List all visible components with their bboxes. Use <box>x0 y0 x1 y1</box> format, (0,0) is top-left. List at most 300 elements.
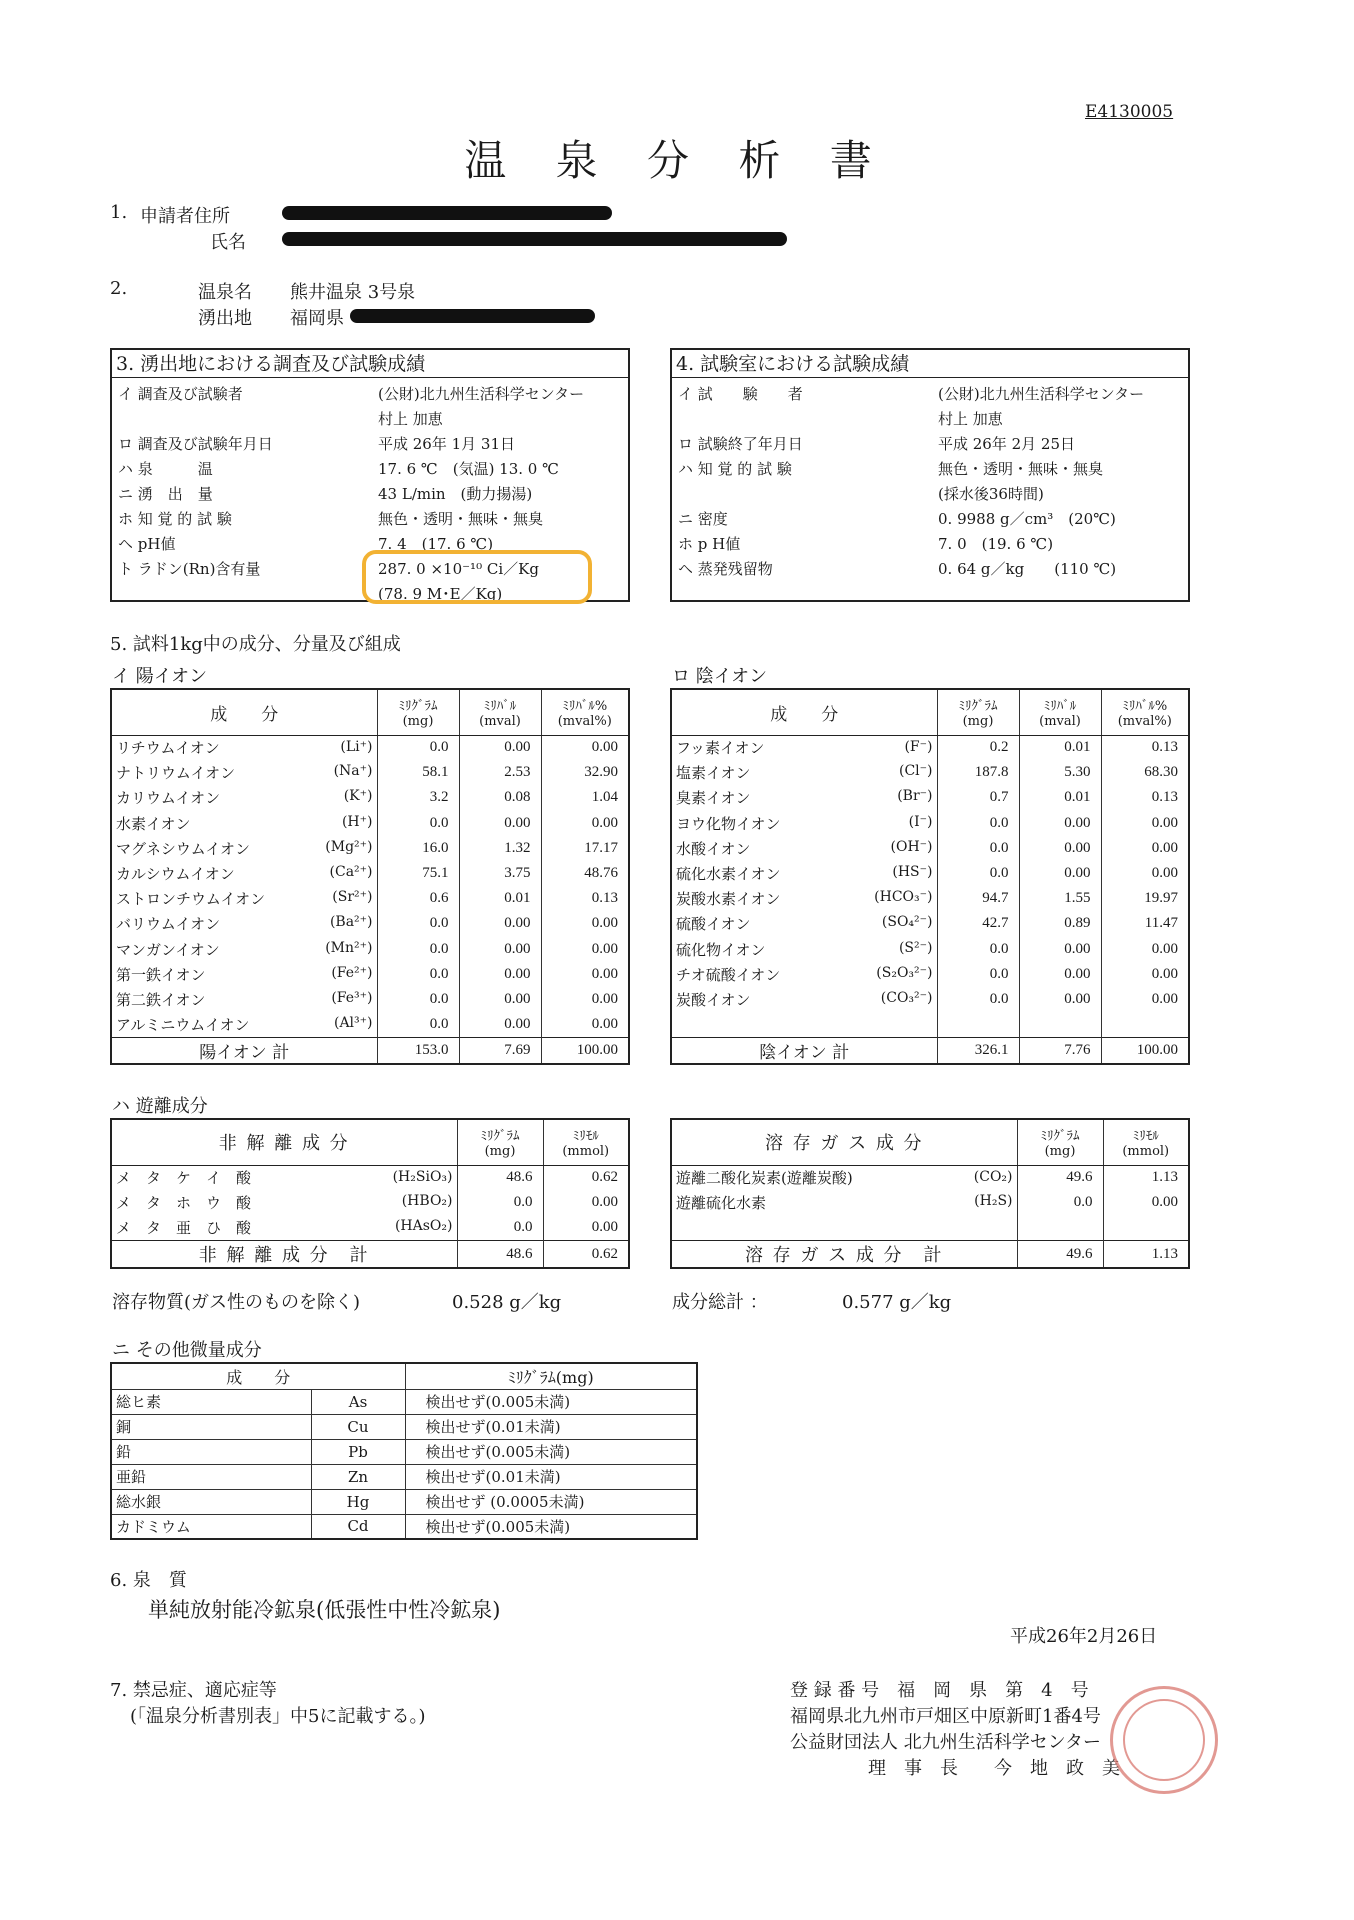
ion-mg: 0.0 <box>937 811 1019 836</box>
ion-name-cell <box>671 861 937 886</box>
ion-mval: 0.01 <box>459 886 541 911</box>
ion-mval: 1.32 <box>459 836 541 861</box>
ion-pct: 0.00 <box>1151 990 1178 1007</box>
ion-mval: 2.53 <box>459 760 541 785</box>
ion-formula: (SO₄²⁻) <box>881 914 933 931</box>
table-row <box>671 886 1189 911</box>
trace-name: 亜鉛 <box>111 1464 311 1489</box>
info-row <box>112 405 628 430</box>
ion-pct: 32.90 <box>584 764 618 781</box>
section3-heading: 3. 湧出地における調査及び試験成績 <box>112 350 628 378</box>
total-row <box>671 1037 1189 1064</box>
total-row <box>671 1241 1189 1269</box>
table-row <box>671 735 1189 760</box>
ion-formula: (Cl⁻) <box>898 763 933 780</box>
table-row <box>671 962 1189 987</box>
info-row-label: ニ 密度 <box>678 510 728 528</box>
ion-formula: (Br⁻) <box>897 788 933 805</box>
ion-name-cell <box>111 937 377 962</box>
ion-pct: 1.04 <box>591 789 618 806</box>
anion-heading: ロ 陰イオン <box>672 666 768 687</box>
ion-mval: 0.00 <box>1019 987 1101 1012</box>
ion-mg: 58.1 <box>377 760 459 785</box>
ion-pct: 0.13 <box>1151 789 1178 806</box>
ion-mval: 0.00 <box>459 911 541 936</box>
ion-formula: (I⁻) <box>908 813 933 830</box>
table-row <box>111 1190 629 1215</box>
ion-formula: (Al³⁺) <box>333 1015 373 1032</box>
table-row <box>111 1439 697 1464</box>
component-mmol: 1.13 <box>1151 1169 1178 1186</box>
table-row <box>671 785 1189 810</box>
component-formula: (HBO₂) <box>401 1193 453 1210</box>
trace-name: 銅 <box>111 1414 311 1439</box>
ion-formula: (Ca²⁺) <box>329 863 373 880</box>
ion-pct: 0.13 <box>1151 739 1178 756</box>
source-location-label: 湧出地 <box>198 308 252 329</box>
table-row <box>671 987 1189 1012</box>
info-row-value: 村上 加恵 <box>938 410 1003 428</box>
ion-pct: 0.00 <box>591 965 618 982</box>
table-row <box>671 760 1189 785</box>
info-row-value: 287. 0 ×10⁻¹⁰ Ci／Kg <box>378 560 539 578</box>
component-mmol <box>1103 1215 1189 1240</box>
table-row <box>111 1489 697 1514</box>
total-row <box>111 1241 629 1269</box>
info-row-label: ホ p H値 <box>678 535 741 553</box>
table-row <box>671 937 1189 962</box>
ion-name: 塩素イオン <box>676 764 751 783</box>
trace-symbol: Zn <box>311 1464 405 1489</box>
dissolved-gas-table <box>670 1118 1190 1269</box>
ion-pct: 0.00 <box>591 940 618 957</box>
table-row <box>671 1215 1189 1240</box>
ion-mg: 187.8 <box>937 760 1019 785</box>
trace-symbol: As <box>311 1389 405 1414</box>
redaction-bar <box>282 232 787 246</box>
col-nondiss: 非 解 離 成 分 <box>111 1119 457 1165</box>
ion-pct: 0.00 <box>591 915 618 932</box>
ion-name-cell <box>111 735 377 760</box>
ion-mval: 0.00 <box>459 987 541 1012</box>
table-row <box>671 911 1189 936</box>
ion-name-cell <box>671 1012 937 1037</box>
section7-note: (「温泉分析書別表」中5に記載する。) <box>130 1706 426 1727</box>
ion-name: 第二鉄イオン <box>116 990 206 1009</box>
table-row <box>111 937 629 962</box>
info-row-value: (採水後36時間) <box>938 485 1044 503</box>
info-row-value: 17. 6 ℃ (気温) 13. 0 ℃ <box>378 460 559 478</box>
info-row <box>112 430 628 455</box>
info-row <box>112 380 628 405</box>
ion-mval: 0.08 <box>459 785 541 810</box>
ion-name: ストロンチウムイオン <box>116 890 266 909</box>
total-mg: 326.1 <box>937 1037 1019 1064</box>
spring-name-value: 熊井温泉 3号泉 <box>290 282 416 303</box>
ion-name: 臭素イオン <box>676 789 751 808</box>
trace-value: 検出せず(0.005未満) <box>405 1439 697 1464</box>
table-row <box>671 861 1189 886</box>
col-gas: 溶 存 ガ ス 成 分 <box>671 1119 1017 1165</box>
registration-number: 登 録 番 号 福 岡 県 第 4 号 <box>790 1680 1089 1701</box>
total-mmol: 0.62 <box>543 1241 629 1269</box>
highlight-marker <box>362 550 592 604</box>
trace-symbol: Pb <box>311 1439 405 1464</box>
ion-name-cell <box>111 911 377 936</box>
ion-mg: 0.6 <box>377 886 459 911</box>
ion-pct: 0.00 <box>1151 940 1178 957</box>
trace-name: カドミウム <box>111 1514 311 1539</box>
trace-value: 検出せず (0.0005未満) <box>405 1489 697 1514</box>
trace-value: 検出せず(0.005未満) <box>405 1389 697 1414</box>
ion-mg: 0.0 <box>377 735 459 760</box>
total-mval: 7.69 <box>459 1037 541 1064</box>
ion-formula: (Ba²⁺) <box>329 914 373 931</box>
ion-name-cell <box>671 937 937 962</box>
info-row <box>672 530 1188 555</box>
ion-mg: 0.7 <box>937 785 1019 810</box>
info-row-label: ロ 調査及び試験年月日 <box>118 435 273 453</box>
ion-formula: (Li⁺) <box>340 738 373 755</box>
total-pct: 100.00 <box>1101 1037 1189 1064</box>
trace-name: 鉛 <box>111 1439 311 1464</box>
info-row <box>672 405 1188 430</box>
ion-pct: 0.13 <box>591 890 618 907</box>
info-row-label: ハ 知 覚 的 試 験 <box>678 460 792 478</box>
ion-mval: 0.00 <box>459 811 541 836</box>
component-formula: (CO₂) <box>973 1168 1013 1185</box>
component-formula: (H₂S) <box>974 1193 1013 1210</box>
ion-formula: (Fe²⁺) <box>331 964 373 981</box>
table-row <box>111 811 629 836</box>
table-row <box>671 1190 1189 1215</box>
total-pct: 100.00 <box>541 1037 629 1064</box>
ion-name-cell <box>671 785 937 810</box>
ion-mval: 0.00 <box>1019 937 1101 962</box>
trace-name: 総ヒ素 <box>111 1389 311 1414</box>
col-pct: ﾐﾘﾊﾞﾙ% (mval%) <box>541 689 629 735</box>
col-mmol: ﾐﾘﾓﾙ (mmol) <box>1103 1119 1189 1165</box>
section1-number: 1. <box>110 202 128 223</box>
info-row-label: ト ラドン(Rn)含有量 <box>118 560 261 578</box>
col-mmol: ﾐﾘﾓﾙ (mmol) <box>543 1119 629 1165</box>
total-mmol: 1.13 <box>1103 1241 1189 1269</box>
component-name: 遊離硫化水素 <box>676 1194 767 1213</box>
ion-pct <box>1101 1012 1189 1037</box>
ion-mg: 75.1 <box>377 861 459 886</box>
ion-name-cell <box>111 836 377 861</box>
table-row <box>111 785 629 810</box>
ion-name-cell <box>671 886 937 911</box>
component-formula: (HAsO₂) <box>394 1218 453 1235</box>
section7-heading: 7. 禁忌症、適応症等 <box>110 1680 277 1701</box>
ion-mg: 0.0 <box>937 836 1019 861</box>
component-name: メ タ ケ イ 酸 <box>116 1169 252 1188</box>
ion-name: ナトリウムイオン <box>116 764 236 783</box>
ion-formula: (F⁻) <box>904 738 933 755</box>
info-row-label: ホ 知 覚 的 試 験 <box>118 510 232 528</box>
ion-name-cell <box>111 760 377 785</box>
info-row-value: 無色・透明・無味・無臭 <box>378 510 544 528</box>
col-mval: ﾐﾘﾊﾞﾙ (mval) <box>459 689 541 735</box>
ion-mval: 3.75 <box>459 861 541 886</box>
total-components-value: 0.577 g／kg <box>842 1292 952 1313</box>
table-row <box>111 861 629 886</box>
total-mg: 153.0 <box>377 1037 459 1064</box>
component-mg <box>1017 1215 1103 1240</box>
component-name-cell <box>671 1190 1017 1215</box>
trace-symbol: Cd <box>311 1514 405 1539</box>
cation-heading: イ 陽イオン <box>112 666 208 687</box>
col-name: 成 分 <box>111 689 377 735</box>
ion-mval: 0.00 <box>1019 861 1101 886</box>
ion-formula: (Mn²⁺) <box>325 939 373 956</box>
ion-name-cell <box>111 886 377 911</box>
info-row <box>112 480 628 505</box>
spring-name-label: 温泉名 <box>198 282 252 303</box>
issuer-chairman: 理 事 長 今 地 政 美 <box>868 1758 1120 1779</box>
document-id: E4130005 <box>1085 102 1174 122</box>
info-row-value: 平成 26年 2月 25日 <box>938 435 1076 453</box>
component-name-cell <box>111 1190 457 1215</box>
component-mg: 0.0 <box>1017 1190 1103 1215</box>
total-label: 陰イオン 計 <box>671 1037 937 1064</box>
ion-name-cell <box>671 987 937 1012</box>
info-row-value: (公財)北九州生活科学センター <box>938 385 1145 403</box>
ion-formula: (HS⁻) <box>892 863 933 880</box>
ion-mg: 42.7 <box>937 911 1019 936</box>
ion-mg: 0.2 <box>937 735 1019 760</box>
redaction-bar <box>282 206 612 220</box>
ion-formula: (Mg²⁺) <box>325 838 373 855</box>
ion-name: マグネシウムイオン <box>116 839 250 858</box>
info-row-label: ハ 泉 温 <box>118 460 213 478</box>
section6-heading: 6. 泉 質 <box>110 1570 187 1591</box>
ion-pct: 0.00 <box>591 739 618 756</box>
ion-name: チオ硫酸イオン <box>676 965 781 984</box>
ion-formula: (HCO₃⁻) <box>874 889 933 906</box>
info-row <box>672 480 1188 505</box>
section2-number: 2. <box>110 278 128 299</box>
ion-name-cell <box>671 735 937 760</box>
ion-mg: 0.0 <box>937 987 1019 1012</box>
total-label: 陽イオン 計 <box>111 1037 377 1064</box>
official-seal <box>1110 1686 1218 1794</box>
info-row-label: ロ 試験終了年月日 <box>678 435 803 453</box>
info-row <box>672 430 1188 455</box>
ion-formula: (Na⁺) <box>333 763 373 780</box>
ion-mval: 0.00 <box>459 735 541 760</box>
ion-mval: 0.00 <box>1019 962 1101 987</box>
info-row-label: イ 調査及び試験者 <box>118 385 243 403</box>
trace-col-mg: ﾐﾘｸﾞﾗﾑ(mg) <box>405 1363 697 1389</box>
ion-mg: 0.0 <box>377 811 459 836</box>
redaction-bar <box>350 309 595 323</box>
ion-mg: 0.0 <box>937 962 1019 987</box>
anion-table <box>670 688 1190 1065</box>
info-row <box>672 455 1188 480</box>
component-name: メ タ 亜 ひ 酸 <box>116 1219 252 1238</box>
dissolved-matter-value: 0.528 g／kg <box>452 1292 562 1313</box>
info-row <box>112 505 628 530</box>
trace-value: 検出せず(0.01未満) <box>405 1414 697 1439</box>
component-mmol: 0.62 <box>591 1169 618 1186</box>
ion-name: 炭酸イオン <box>676 990 751 1009</box>
col-mg: ﾐﾘｸﾞﾗﾑ (mg) <box>377 689 459 735</box>
ion-name: バリウムイオン <box>116 915 221 934</box>
ion-mval: 0.01 <box>1019 785 1101 810</box>
info-row-value: 43 L/min (動力揚湯) <box>378 485 533 503</box>
applicant-name-label: 氏名 <box>210 232 246 253</box>
ion-pct: 0.00 <box>1151 865 1178 882</box>
component-formula: (H₂SiO₃) <box>392 1168 453 1185</box>
ion-name: 水酸イオン <box>676 839 751 858</box>
section4-box <box>670 348 1190 602</box>
ion-pct: 0.00 <box>591 814 618 831</box>
ion-pct: 17.17 <box>584 839 618 856</box>
component-mg: 49.6 <box>1017 1165 1103 1190</box>
ion-name-cell <box>111 861 377 886</box>
ion-mval: 1.55 <box>1019 886 1101 911</box>
table-row <box>111 1389 697 1414</box>
ion-mg <box>937 1012 1019 1037</box>
ion-pct: 0.00 <box>591 1015 618 1032</box>
ion-pct: 48.76 <box>584 865 618 882</box>
ion-name-cell <box>671 760 937 785</box>
info-row <box>672 505 1188 530</box>
ion-name: 硫化水素イオン <box>676 865 781 884</box>
trace-heading: ニ その他微量成分 <box>112 1340 262 1361</box>
trace-symbol: Cu <box>311 1414 405 1439</box>
col-mg: ﾐﾘｸﾞﾗﾑ (mg) <box>937 689 1019 735</box>
ion-mval: 0.00 <box>1019 811 1101 836</box>
component-mg: 48.6 <box>457 1165 543 1190</box>
component-mmol: 0.00 <box>1151 1194 1178 1211</box>
ion-name-cell <box>111 811 377 836</box>
nondissociated-table <box>110 1118 630 1269</box>
ion-formula: (S₂O₃²⁻) <box>876 964 933 981</box>
trace-name: 総水銀 <box>111 1489 311 1514</box>
ion-name-cell <box>111 962 377 987</box>
component-name: 遊離二酸化炭素(遊離炭酸) <box>676 1169 853 1188</box>
ion-pct: 0.00 <box>1151 839 1178 856</box>
ion-formula: (H⁺) <box>341 813 373 830</box>
ion-name-cell <box>671 911 937 936</box>
applicant-address-label: 申請者住所 <box>140 206 230 227</box>
ion-mval: 0.01 <box>1019 735 1101 760</box>
ion-formula: (Sr²⁺) <box>332 889 373 906</box>
ion-pct: 0.00 <box>591 990 618 1007</box>
table-row <box>671 1012 1189 1037</box>
ion-name: 硫化物イオン <box>676 940 766 959</box>
ion-formula: (K⁺) <box>343 788 373 805</box>
ion-mg: 0.0 <box>377 987 459 1012</box>
total-label: 溶 存 ガ ス 成 分 計 <box>671 1241 1017 1269</box>
ion-mg: 0.0 <box>377 937 459 962</box>
ion-name: カリウムイオン <box>116 789 221 808</box>
ion-name: リチウムイオン <box>116 739 220 758</box>
component-mmol: 0.00 <box>591 1219 618 1236</box>
component-name-cell <box>111 1165 457 1190</box>
trace-table <box>110 1362 698 1540</box>
info-row-value: 0. 64 g／kg (110 ℃) <box>938 560 1117 578</box>
ion-name: ヨウ化物イオン <box>676 814 781 833</box>
table-row <box>111 1414 697 1439</box>
section5-heading: 5. 試料1kg中の成分、分量及び組成 <box>110 634 401 655</box>
issue-date: 平成26年2月26日 <box>1010 1626 1158 1647</box>
table-row <box>111 735 629 760</box>
ion-name: フッ素イオン <box>676 739 765 758</box>
info-row-label: イ 試 験 者 <box>678 385 803 403</box>
ion-name-cell <box>671 836 937 861</box>
component-mmol: 0.00 <box>591 1194 618 1211</box>
info-row <box>112 455 628 480</box>
info-row-value: 7. 4 (17. 6 ℃) <box>378 535 494 553</box>
dissolved-matter-label: 溶存物質(ガス性のものを除く) <box>112 1292 361 1313</box>
ion-name: 硫酸イオン <box>676 915 751 934</box>
table-row <box>111 1215 629 1240</box>
trace-col-name: 成 分 <box>111 1363 405 1389</box>
component-name-cell <box>671 1215 1017 1240</box>
trace-value: 検出せず(0.005未満) <box>405 1514 697 1539</box>
total-label: 非 解 離 成 分 計 <box>111 1241 457 1269</box>
ion-formula: (CO₃²⁻) <box>880 989 933 1006</box>
ion-pct: 0.00 <box>1151 814 1178 831</box>
ion-name: マンガンイオン <box>116 940 220 959</box>
total-mg: 49.6 <box>1017 1241 1103 1269</box>
info-row-value: 村上 加恵 <box>378 410 443 428</box>
ion-name-cell <box>111 1012 377 1037</box>
trace-value: 検出せず(0.01未満) <box>405 1464 697 1489</box>
col-mg: ﾐﾘｸﾞﾗﾑ (mg) <box>457 1119 543 1165</box>
ion-mg: 94.7 <box>937 886 1019 911</box>
info-row-value: (78. 9 M･E／Kg) <box>378 585 503 603</box>
source-location-value: 福岡県 <box>290 308 344 329</box>
ion-mg: 16.0 <box>377 836 459 861</box>
table-row <box>671 836 1189 861</box>
cation-table <box>110 688 630 1065</box>
info-row <box>672 380 1188 405</box>
total-row <box>111 1037 629 1064</box>
spring-quality-value: 単純放射能冷鉱泉(低張性中性冷鉱泉) <box>148 1598 501 1622</box>
ion-name-cell <box>671 962 937 987</box>
col-pct: ﾐﾘﾊﾞﾙ% (mval%) <box>1101 689 1189 735</box>
page-title: 温 泉 分 析 書 <box>464 136 890 185</box>
ion-mg: 0.0 <box>377 962 459 987</box>
table-row <box>671 811 1189 836</box>
ion-mg: 0.0 <box>937 861 1019 886</box>
issuer-organization: 公益財団法人 北九州生活科学センター <box>790 1732 1101 1753</box>
total-mg: 48.6 <box>457 1241 543 1269</box>
col-name: 成 分 <box>671 689 937 735</box>
table-row <box>111 760 629 785</box>
ion-mg: 0.0 <box>377 911 459 936</box>
component-mg: 0.0 <box>457 1215 543 1240</box>
ion-name: 第一鉄イオン <box>116 965 206 984</box>
component-name: メ タ ホ ウ 酸 <box>116 1194 252 1213</box>
ion-formula: (OH⁻) <box>890 838 933 855</box>
ion-mval: 0.00 <box>459 937 541 962</box>
trace-symbol: Hg <box>311 1489 405 1514</box>
ion-name-cell <box>111 785 377 810</box>
ion-mg: 0.0 <box>377 1012 459 1037</box>
ion-mval: 0.00 <box>1019 836 1101 861</box>
info-row-value: 7. 0 (19. 6 ℃) <box>938 535 1054 553</box>
ion-mval <box>1019 1012 1101 1037</box>
table-row <box>111 911 629 936</box>
col-mg: ﾐﾘｸﾞﾗﾑ (mg) <box>1017 1119 1103 1165</box>
table-row <box>111 886 629 911</box>
